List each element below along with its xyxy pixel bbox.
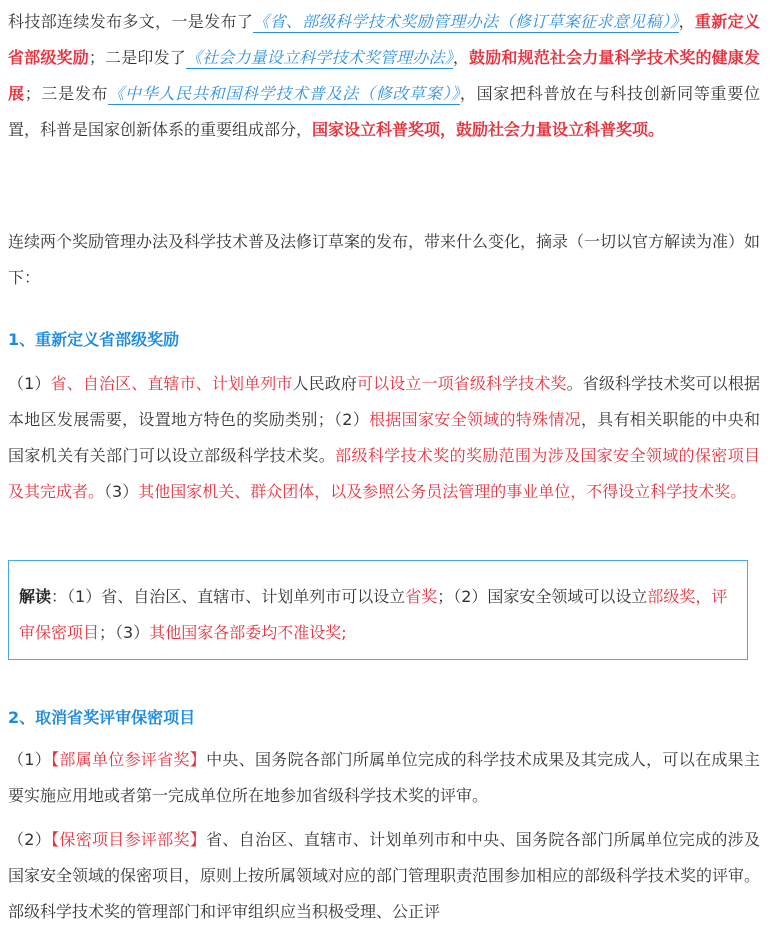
highlight-text: 其他国家各部委均不准设奖; [149, 623, 347, 642]
body-text: （2） [8, 830, 52, 849]
intro-text: ，国家把科普放在与科技创新同等重要位置，科普是国家创新体系的重要组成部分， [8, 84, 760, 139]
body-text: （1） [8, 374, 51, 393]
body-text: 人民政府 [292, 374, 357, 393]
highlight-text: 省、自治区、直辖市、计划单列市 [50, 374, 293, 393]
section-1-body [8, 366, 760, 510]
highlight-text: 部级科学技术奖的奖励范围为涉及国家安全领域的保密项目及其完成者。 [8, 446, 760, 501]
interpretation-text [19, 579, 739, 651]
body-text: ：（1）省、自治区、直辖市、计划单列市可以设立 [51, 587, 406, 606]
body-text: ；（3） [99, 623, 150, 642]
highlight-text: 可以设立一项省级科学技术奖 [356, 374, 567, 393]
intro-text: ；二是印发了 [88, 48, 186, 67]
highlight-text: 根据国家安全领域的特殊情况 [369, 410, 581, 429]
body-text: （3） [104, 482, 139, 501]
interpretation-label: 解读 [19, 587, 52, 606]
highlight-encourage: 鼓励和规范社会力量科学技术奖的健康发展 [8, 48, 760, 103]
highlight-tag: 【部属单位参评省奖】 [51, 750, 207, 769]
body-text: 中央、国务院各部门所属单位完成的科学技术成果及其完成人，可以在成果主要实施应用地或者第一完成单位所在地参加省级科学技术奖的评审。 [8, 750, 760, 805]
intro-text: ；三是发布 [24, 84, 109, 103]
intro-paragraph [8, 4, 760, 148]
link-science-popularization-law[interactable]: 《中华人民共和国科学技术普及法（修改草案）》 [108, 84, 460, 103]
intro-text: 科技部连续发布多文，一是发布了 [8, 12, 254, 31]
highlight-redefine: 重新定义省部级奖励 [8, 12, 760, 67]
highlight-text: 省奖 [405, 587, 438, 606]
body-text: 省、自治区、直辖市、计划单列市和中央、国务院各部门所属单位完成的涉及国家安全领域的保密项目，原则上按所属领域对应的部门管理职责范围参加相应的部级科学技术奖的评审。部级科学技术奖的管理部门和评审组织应当积极受理、公正评 [8, 830, 761, 921]
section-1-heading: 1、重新定义省部级奖励 [8, 330, 180, 349]
body-text: ；（2）国家安全领域可以设立 [437, 587, 648, 606]
link-social-award-measures[interactable]: 《社会力量设立科学技术奖管理办法》 [185, 48, 453, 67]
section-2-item-1 [8, 742, 760, 814]
highlight-popularization-award: 国家设立科普奖项，鼓励社会力量设立科普奖项。 [312, 120, 665, 139]
link-provincial-award-measures[interactable]: 《省、部级科学技术奖励管理办法（修订草案征求意见稿）》 [253, 12, 679, 31]
section-2-heading: 2、取消省奖评审保密项目 [8, 708, 196, 727]
intro-text: ， [452, 48, 470, 67]
interpretation-box [8, 560, 748, 660]
summary-paragraph: 连续两个奖励管理办法及科学技术普及法修订草案的发布，带来什么变化，摘录（一切以官方解读为准）如下： [8, 232, 761, 287]
section-2-item-2 [8, 822, 760, 930]
highlight-text: 其他国家机关、群众团体，以及参照公务员法管理的事业单位，不得设立科学技术奖。 [138, 482, 747, 501]
body-text: ，具有相关职能的中央和国家机关有关部门可以设立部级科学技术奖。 [8, 410, 760, 465]
highlight-text: 部级奖，评审保密项目 [19, 587, 728, 642]
body-text: （1） [8, 750, 52, 769]
body-text: 。省级科学技术奖可以根据本地区发展需要，设置地方特色的奖励类别；（2） [8, 374, 760, 429]
intro-text: ， [678, 12, 695, 31]
highlight-tag: 【保密项目参评部奖】 [51, 830, 207, 849]
